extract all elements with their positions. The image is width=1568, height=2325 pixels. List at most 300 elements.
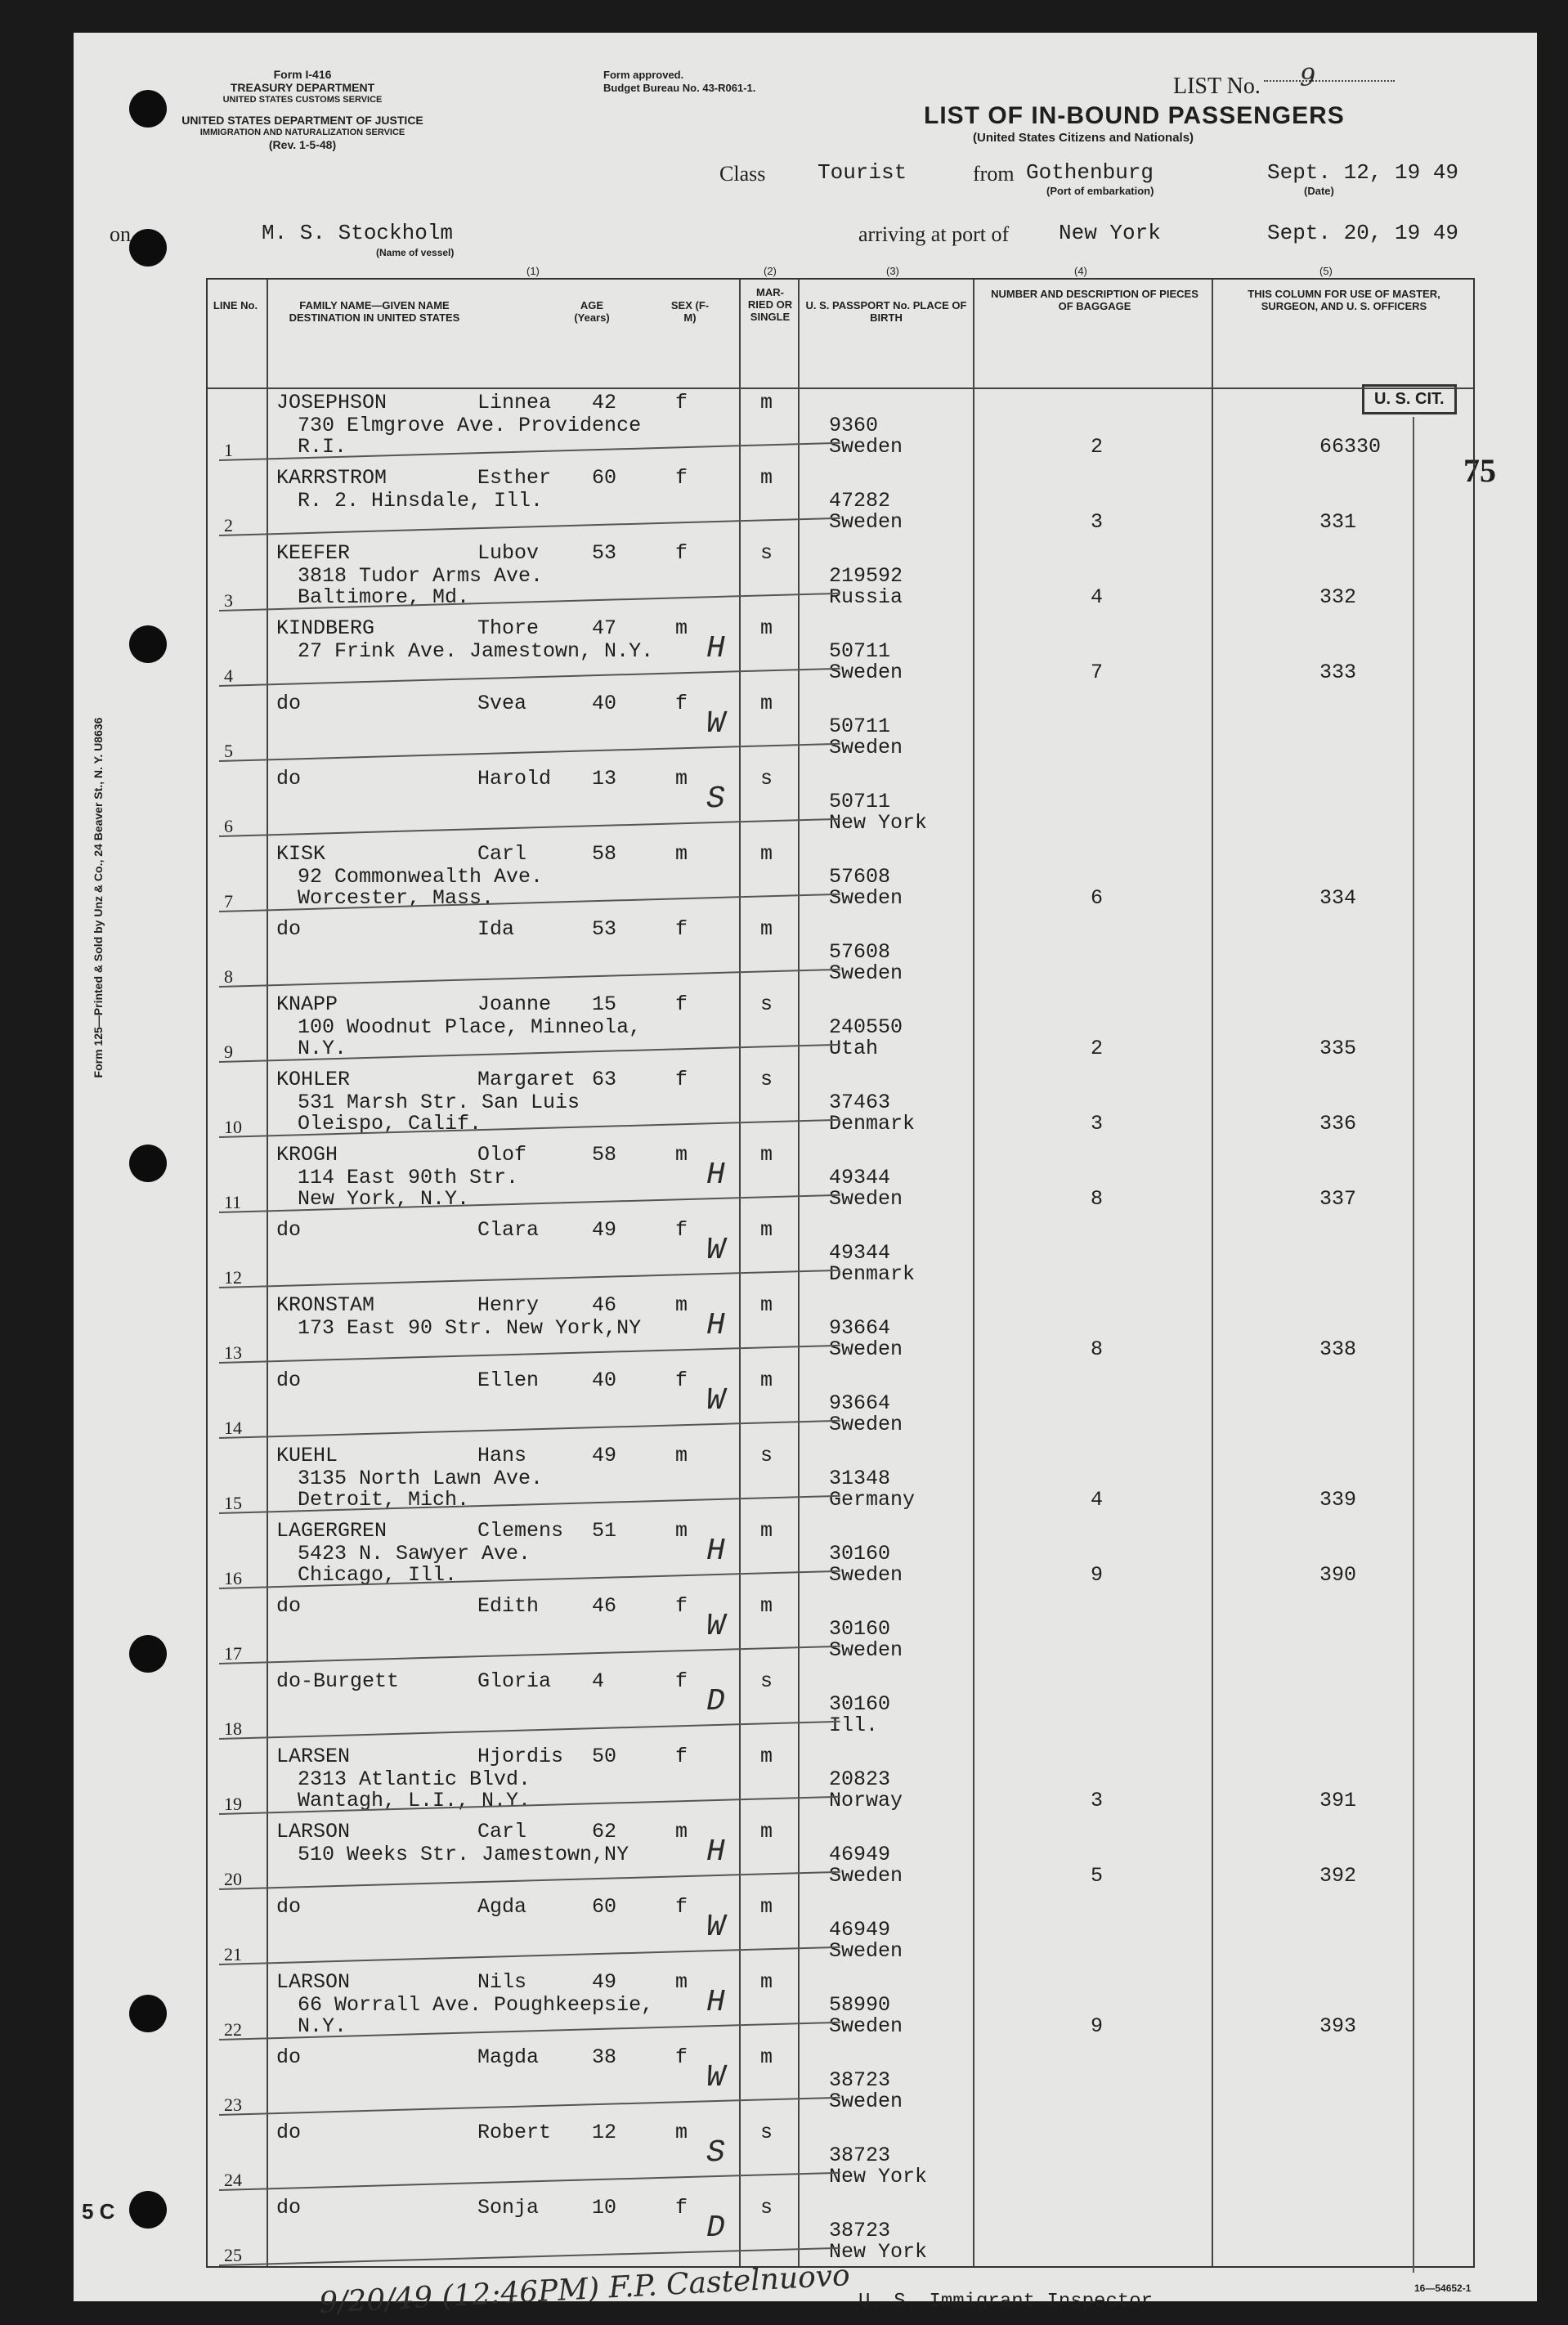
line-number: 17 [224, 1643, 242, 1664]
given-name: Clemens [477, 1519, 564, 1543]
line-number: 5 [224, 741, 233, 761]
officer-number: 332 [1319, 585, 1357, 609]
baggage-count: 4 [1091, 1488, 1104, 1512]
arrival-date: Sept. 20, 19 49 [1267, 221, 1459, 245]
given-name: Ida [477, 917, 515, 941]
given-name: Gloria [477, 1669, 552, 1693]
passport-number: 49344 [829, 1166, 891, 1189]
passport-number: 31348 [829, 1467, 891, 1490]
sex: f [675, 692, 688, 715]
age: 51 [592, 1519, 617, 1543]
line-number: 14 [224, 1418, 242, 1438]
passport-number: 50711 [829, 790, 891, 813]
sex: f [675, 2045, 688, 2069]
table-row [208, 1367, 1473, 1442]
address-line-1: 531 Marsh Str. San Luis [298, 1091, 580, 1114]
given-name: Robert [477, 2121, 552, 2144]
table-row [208, 1593, 1473, 1668]
baggage-count: 2 [1091, 435, 1104, 459]
age: 50 [592, 1745, 617, 1768]
col-passport: U. S. PASSPORT No. PLACE OF BIRTH [805, 299, 967, 324]
line-number: 10 [224, 1117, 242, 1137]
family-name: do [276, 1895, 302, 1919]
address-line-1: 100 Woodnut Place, Minneola, [298, 1015, 642, 1039]
col-num-1: (1) [526, 265, 540, 277]
sex: m [675, 1444, 688, 1467]
officer-number: 337 [1319, 1187, 1357, 1211]
marital-status: m [760, 1519, 773, 1543]
officer-number: 336 [1319, 1112, 1357, 1136]
punch-hole [129, 1145, 167, 1182]
us-citizen-stamp: U. S. CIT. [1362, 384, 1457, 414]
marital-status: m [760, 1594, 773, 1618]
place-of-birth: Sweden [829, 1939, 903, 1963]
passport-number: 20823 [829, 1767, 891, 1791]
given-name: Lubov [477, 541, 540, 565]
age: 4 [592, 1669, 605, 1693]
dept-treasury: TREASURY DEPARTMENT [230, 81, 375, 94]
passport-number: 47282 [829, 489, 891, 513]
page-subtitle: (United States Citizens and Nationals) [973, 131, 1194, 145]
col-name: FAMILY NAME—GIVEN NAME DESTINATION IN UNITED STATES [289, 299, 460, 324]
passport-number: 50711 [829, 715, 891, 738]
port-of-embarkation: Gothenburg [1026, 160, 1154, 185]
address-line-1: 27 Frink Ave. Jamestown, N.Y. [298, 639, 654, 663]
address-line-1: 173 East 90 Str. New York,NY [298, 1316, 642, 1340]
age: 53 [592, 541, 617, 565]
officer-number: 331 [1319, 510, 1357, 534]
embark-date: Sept. 12, 19 49 [1267, 160, 1459, 185]
punch-hole [129, 1635, 167, 1673]
age: 12 [592, 2121, 617, 2144]
col-married: MAR-RIED OR SINGLE [747, 286, 793, 323]
punch-hole [129, 229, 167, 267]
baggage-count: 8 [1091, 1187, 1104, 1211]
given-name: Magda [477, 2045, 540, 2069]
family-name: JOSEPHSON [276, 391, 388, 414]
family-name: do [276, 1594, 302, 1618]
col-officers: THIS COLUMN FOR USE OF MASTER, SURGEON, AND U. S. OFFICERS [1248, 288, 1440, 312]
passport-number: 93664 [829, 1391, 891, 1415]
given-name: Svea [477, 692, 527, 715]
sex: f [675, 1068, 688, 1091]
sex: f [675, 541, 688, 565]
age: 63 [592, 1068, 617, 1091]
punch-hole [129, 90, 167, 128]
given-name: Hjordis [477, 1745, 564, 1768]
officer-number: 334 [1319, 886, 1357, 910]
col-sex: SEX (F-M) [670, 299, 710, 324]
relationship-mark: H [706, 631, 725, 666]
given-name: Joanne [477, 992, 552, 1016]
sex: f [675, 1594, 688, 1618]
line-number: 15 [224, 1493, 242, 1513]
place-of-birth: Sweden [829, 1337, 903, 1361]
line-number: 16 [224, 1568, 242, 1588]
table-row [208, 1442, 1473, 1517]
marital-status: s [760, 992, 773, 1016]
family-name: do [276, 2045, 302, 2069]
baggage-count: 2 [1091, 1037, 1104, 1060]
age: 10 [592, 2196, 617, 2220]
col-baggage: NUMBER AND DESCRIPTION OF PIECES OF BAGGAGE [991, 288, 1198, 312]
line-number: 18 [224, 1718, 242, 1739]
officer-number: 335 [1319, 1037, 1357, 1060]
table-row [208, 2194, 1473, 2269]
relationship-mark: W [706, 706, 725, 741]
officer-number: 390 [1319, 1563, 1357, 1587]
line-number: 1 [224, 440, 233, 460]
list-no-label: LIST No. [1173, 74, 1261, 99]
place-of-birth: Denmark [829, 1112, 916, 1136]
inspector-signature: 9/20/49 (12:46PM) F.P. Castelnuovo [318, 2259, 851, 2320]
punch-hole [129, 625, 167, 663]
relationship-mark: S [706, 2135, 725, 2170]
marital-status: s [760, 541, 773, 565]
place-of-birth: Sweden [829, 510, 903, 534]
family-name: do [276, 692, 302, 715]
line-number: 7 [224, 891, 233, 912]
marital-status: m [760, 1820, 773, 1843]
table-row [208, 1066, 1473, 1141]
family-name: KARRSTROM [276, 466, 388, 490]
address-line-1: 5423 N. Sawyer Ave. [298, 1542, 531, 1566]
address-line-1: 730 Elmgrove Ave. Providence [298, 414, 642, 437]
family-name: LAGERGREN [276, 1519, 388, 1543]
age: 60 [592, 1895, 617, 1919]
line-number: 4 [224, 665, 233, 686]
relationship-mark: W [706, 1609, 725, 1644]
relationship-mark: S [706, 782, 725, 817]
officer-number: 391 [1319, 1789, 1357, 1812]
marital-status: m [760, 1293, 773, 1317]
place-of-birth: Russia [829, 585, 903, 609]
relationship-mark: W [706, 1233, 725, 1268]
given-name: Ellen [477, 1369, 540, 1392]
baggage-count: 6 [1091, 886, 1104, 910]
col-num-3: (3) [886, 265, 899, 277]
table-row [208, 991, 1473, 1066]
place-of-birth: New York [829, 2165, 928, 2188]
relationship-mark: D [706, 2211, 725, 2246]
baggage-count: 9 [1091, 2014, 1104, 2038]
family-name: LARSON [276, 1820, 351, 1843]
relationship-mark: H [706, 1308, 725, 1343]
passport-number: 38723 [829, 2219, 891, 2242]
address-line-2: R.I. [298, 435, 347, 459]
age: 13 [592, 767, 617, 791]
dept-justice: UNITED STATES DEPARTMENT OF JUSTICE [181, 114, 423, 127]
passport-number: 58990 [829, 1993, 891, 2017]
table-row [208, 1141, 1473, 1216]
revision: (Rev. 1-5-48) [268, 138, 337, 151]
passport-number: 30160 [829, 1542, 891, 1566]
sex: f [675, 1369, 688, 1392]
table-row [208, 389, 1473, 464]
age: 62 [592, 1820, 617, 1843]
budget-bureau: Budget Bureau No. 43-R061-1. [603, 82, 756, 94]
age: 49 [592, 1218, 617, 1242]
passport-number: 49344 [829, 1241, 891, 1265]
baggage-count: 3 [1091, 1789, 1104, 1812]
print-code: 16—54652-1 [1414, 2282, 1472, 2294]
line-number: 23 [224, 2094, 242, 2115]
sex: m [675, 1519, 688, 1543]
marital-status: m [760, 391, 773, 414]
place-of-birth: Germany [829, 1488, 916, 1512]
officer-number: 339 [1319, 1488, 1357, 1512]
marital-status: s [760, 2121, 773, 2144]
relationship-mark: D [706, 1684, 725, 1719]
marital-status: m [760, 1369, 773, 1392]
age: 49 [592, 1970, 617, 1994]
sex: f [675, 1669, 688, 1693]
passport-number: 30160 [829, 1692, 891, 1716]
given-name: Olof [477, 1143, 527, 1167]
officer-number: 66330 [1319, 435, 1382, 459]
address-line-1: 114 East 90th Str. [298, 1166, 519, 1189]
place-of-birth: Sweden [829, 1563, 903, 1587]
table-row [208, 2119, 1473, 2194]
age: 42 [592, 391, 617, 414]
age: 40 [592, 1369, 617, 1392]
from-label: from [973, 162, 1015, 186]
passport-number: 38723 [829, 2068, 891, 2092]
form-approved: Form approved. [603, 69, 684, 81]
table-row [208, 1668, 1473, 1743]
address-line-2: Detroit, Mich. [298, 1488, 470, 1512]
address-line-2: New York, N.Y. [298, 1187, 470, 1211]
line-number: 24 [224, 2170, 242, 2190]
age: 46 [592, 1594, 617, 1618]
relationship-mark: W [706, 1383, 725, 1418]
marital-status: m [760, 1143, 773, 1167]
baggage-count: 7 [1091, 661, 1104, 684]
line-number: 11 [224, 1192, 242, 1212]
passport-number: 219592 [829, 564, 903, 588]
marital-status: s [760, 2196, 773, 2220]
family-name: KEEFER [276, 541, 351, 565]
place-of-birth: Sweden [829, 1864, 903, 1888]
place-of-birth: Sweden [829, 886, 903, 910]
marital-status: s [760, 1068, 773, 1091]
vessel-name: M. S. Stockholm [262, 221, 454, 245]
line-number: 6 [224, 816, 233, 836]
arriving-label: arriving at port of [858, 222, 1010, 246]
relationship-mark: H [706, 1834, 725, 1870]
passport-number: 37463 [829, 1091, 891, 1114]
baggage-count: 9 [1091, 1563, 1104, 1587]
given-name: Edith [477, 1594, 540, 1618]
place-of-birth: Sweden [829, 435, 903, 459]
place-of-birth: Sweden [829, 1187, 903, 1211]
relationship-mark: H [706, 1985, 725, 2020]
table-row [208, 1517, 1473, 1593]
passport-number: 93664 [829, 1316, 891, 1340]
passport-number: 46949 [829, 1918, 891, 1942]
age: 58 [592, 1143, 617, 1167]
table-row [208, 1292, 1473, 1367]
address-line-2: Oleispo, Calif. [298, 1112, 482, 1136]
sex: f [675, 1745, 688, 1768]
passport-number: 38723 [829, 2144, 891, 2167]
given-name: Harold [477, 767, 552, 791]
table-row [208, 690, 1473, 765]
vessel-caption: (Name of vessel) [376, 247, 455, 258]
table-header [208, 265, 1473, 389]
marital-status: m [760, 1895, 773, 1919]
line-number: 2 [224, 515, 233, 535]
passport-number: 46949 [829, 1843, 891, 1866]
place-of-birth: Sweden [829, 2090, 903, 2113]
family-name: KUEHL [276, 1444, 338, 1467]
line-number: 19 [224, 1794, 242, 1814]
sex: m [675, 2121, 688, 2144]
family-name: KNAPP [276, 992, 338, 1016]
given-name: Henry [477, 1293, 540, 1317]
col-num-5: (5) [1319, 265, 1333, 277]
port-embark-caption: (Port of embarkation) [1046, 185, 1154, 197]
given-name: Carl [477, 842, 527, 866]
age: 53 [592, 917, 617, 941]
line-number: 12 [224, 1267, 242, 1288]
family-name: do-Burgett [276, 1669, 400, 1693]
given-name: Agda [477, 1895, 527, 1919]
baggage-count: 3 [1091, 510, 1104, 534]
sex: m [675, 1293, 688, 1317]
place-of-birth: Sweden [829, 661, 903, 684]
family-name: KINDBERG [276, 616, 375, 640]
given-name: Sonja [477, 2196, 540, 2220]
family-name: KISK [276, 842, 326, 866]
given-name: Linnea [477, 391, 552, 414]
passport-number: 50711 [829, 639, 891, 663]
place-of-birth: Denmark [829, 1262, 916, 1286]
marital-status: s [760, 767, 773, 791]
address-line-2: Worcester, Mass. [298, 886, 495, 910]
family-name: KOHLER [276, 1068, 351, 1091]
marital-status: s [760, 1444, 773, 1467]
baggage-count: 8 [1091, 1337, 1104, 1361]
place-of-birth: Sweden [829, 736, 903, 759]
sex: f [675, 992, 688, 1016]
line-number: 8 [224, 966, 233, 987]
marital-status: m [760, 842, 773, 866]
passport-number: 57608 [829, 865, 891, 889]
margin-mark: 5 C [82, 2199, 115, 2224]
page-title: LIST OF IN-BOUND PASSENGERS [924, 102, 1345, 129]
age: 40 [592, 692, 617, 715]
relationship-mark: H [706, 1158, 725, 1193]
punch-hole [129, 2191, 167, 2229]
marital-status: m [760, 616, 773, 640]
marital-status: m [760, 692, 773, 715]
arrival-port: New York [1059, 221, 1161, 245]
marital-status: m [760, 1218, 773, 1242]
line-number: 3 [224, 590, 233, 611]
punch-hole [129, 1995, 167, 2032]
class-value: Tourist [818, 160, 907, 185]
page-number: 75 [1463, 452, 1496, 489]
relationship-mark: W [706, 1910, 725, 1945]
table-row [208, 540, 1473, 615]
place-of-birth: Sweden [829, 1413, 903, 1436]
family-name: LARSEN [276, 1745, 351, 1768]
marital-status: m [760, 917, 773, 941]
table-row [208, 464, 1473, 540]
age: 38 [592, 2045, 617, 2069]
family-name: do [276, 767, 302, 791]
relationship-mark: H [706, 1534, 725, 1569]
passenger-table [206, 265, 1475, 2268]
date-caption: (Date) [1304, 185, 1334, 197]
age: 47 [592, 616, 617, 640]
given-name: Hans [477, 1444, 527, 1467]
sex: m [675, 1143, 688, 1167]
place-of-birth: Ill. [829, 1714, 879, 1737]
marital-status: m [760, 1745, 773, 1768]
officer-number: 338 [1319, 1337, 1357, 1361]
place-of-birth: New York [829, 811, 928, 835]
line-number: 13 [224, 1342, 242, 1363]
col-line-no: LINE No. [213, 299, 258, 311]
col-age: AGE (Years) [574, 299, 610, 324]
family-name: do [276, 1369, 302, 1392]
family-name: KROGH [276, 1143, 338, 1167]
officer-number: 392 [1319, 1864, 1357, 1888]
address-line-1: 92 Commonwealth Ave. [298, 865, 544, 889]
address-line-2: Wantagh, L.I., N.Y. [298, 1789, 531, 1812]
given-name: Clara [477, 1218, 540, 1242]
age: 58 [592, 842, 617, 866]
given-name: Nils [477, 1970, 527, 1994]
family-name: do [276, 1218, 302, 1242]
table-row [208, 1969, 1473, 2044]
list-no-value: 9 [1300, 64, 1316, 92]
given-name: Margaret [477, 1068, 576, 1091]
sex: m [675, 767, 688, 791]
place-of-birth: New York [829, 2240, 928, 2264]
address-line-1: 2313 Atlantic Blvd. [298, 1767, 531, 1791]
line-number: 22 [224, 2019, 242, 2040]
line-number: 9 [224, 1042, 233, 1062]
age: 15 [592, 992, 617, 1016]
col-num-2: (2) [764, 265, 777, 277]
place-of-birth: Sweden [829, 961, 903, 985]
dept-justice-sub: IMMIGRATION AND NATURALIZATION SERVICE [199, 128, 405, 137]
address-line-1: R. 2. Hinsdale, Ill. [298, 489, 544, 513]
age: 46 [592, 1293, 617, 1317]
address-line-2: N.Y. [298, 1037, 347, 1060]
family-name: do [276, 2121, 302, 2144]
address-line-2: Baltimore, Md. [298, 585, 470, 609]
family-name: do [276, 2196, 302, 2220]
sex: m [675, 1820, 688, 1843]
officer-number: 333 [1319, 661, 1357, 684]
sex: f [675, 466, 688, 490]
address-line-1: 510 Weeks Str. Jamestown,NY [298, 1843, 629, 1866]
manifest-sheet [74, 33, 1537, 2320]
marital-status: m [760, 1970, 773, 1994]
sex: f [675, 1895, 688, 1919]
address-line-1: 3135 North Lawn Ave. [298, 1467, 544, 1490]
sex: f [675, 391, 688, 414]
passport-number: 30160 [829, 1617, 891, 1641]
sex: f [675, 917, 688, 941]
family-name: LARSON [276, 1970, 351, 1994]
sex: m [675, 842, 688, 866]
line-number: 20 [224, 1869, 242, 1889]
